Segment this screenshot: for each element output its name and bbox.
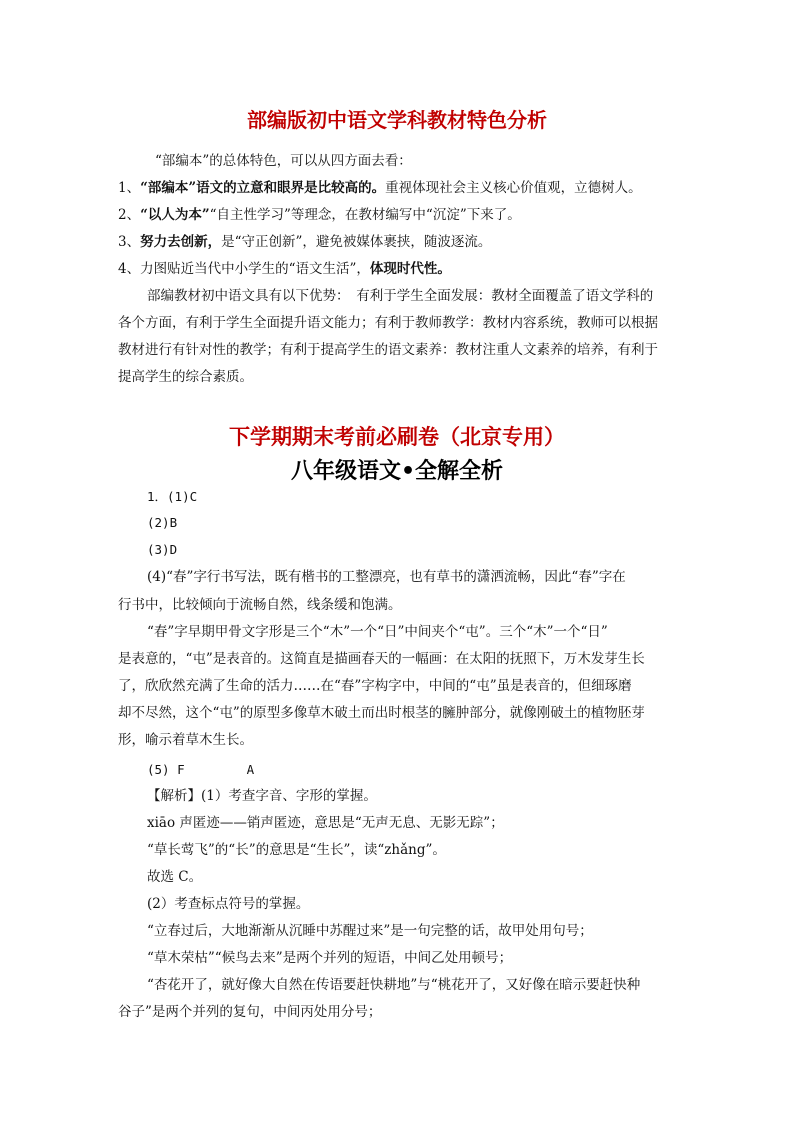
analysis-line-4: 故选 C。: [147, 869, 203, 885]
point-4-num: 4、: [118, 261, 141, 277]
q4b-line-2: 是表意的，“屯”是表音的。这简直是描画春天的一幅画：在太阳的抚照下，万木发芽生长: [118, 651, 645, 667]
advantages-line-3: 教材进行有针对性的教学；有利于提高学生的语文素养：教材注重人文素养的培养，有利于: [118, 342, 658, 358]
point-2-num: 2、: [118, 207, 141, 223]
analysis-line-3: “草长莺飞”的“长”的意思是“生长”，读“zhǎng”。: [147, 842, 446, 858]
answer-1-1: 1．(1)C: [147, 489, 198, 504]
q4-line-2: 行书中，比较倾向于流畅自然，线条缓和饱满。: [118, 597, 402, 613]
advantages-line-4: 提高学生的综合素质。: [118, 369, 253, 385]
point-3: [118, 233, 491, 251]
exam-subtitle: 八年级语文•全解全析: [290, 459, 504, 484]
intro-line: “部编本”的总体特色，可以从四方面去看：: [155, 153, 412, 169]
q4b-line-4: 却不尽然，这个“屯”的原型多像草木破土而出时根茎的臃肿部分，就像刚破土的植物胚芽: [118, 705, 645, 721]
point-1-rest: 重视体现社会主义核心价值观，立德树人。: [385, 180, 642, 196]
advantages-line-1: 部编教材初中语文具有以下优势： 有利于学生全面发展：教材全面覆盖了语文学科的: [147, 288, 654, 304]
point-1-num: 1、: [118, 180, 141, 196]
q4b-line-5: 形，喻示着草木生长。: [118, 732, 253, 748]
point-4-bold: 体现时代性。: [369, 261, 451, 277]
exam-title: 下学期期末考前必刷卷（北京专用）: [229, 425, 565, 449]
point-4: [118, 260, 451, 278]
q4b-line-3: 了，欣欣然充满了生命的活力……在“春”字构字中，中间的“屯”虽是表音的，但细琢磨: [118, 678, 632, 694]
point-3-rest: 是“守正创新”，避免被媒体裹挟，随波逐流。: [221, 234, 492, 250]
point-1-bold: “部编本”语文的立意和眼界是比较高的。: [140, 180, 386, 196]
answer-1-2: (2)B: [147, 515, 178, 530]
point-3-num: 3、: [118, 234, 141, 250]
analysis-line-5: (2）考查标点符号的掌握。: [147, 896, 310, 912]
q5-line: [147, 761, 254, 779]
point-3-bold: 努力去创新，: [140, 234, 222, 250]
point-1: [118, 179, 642, 197]
analysis-line-1: 【解析】(1）考查字音、字形的掌握。: [147, 788, 377, 804]
analysis-title: 部编版初中语文学科教材特色分析: [247, 108, 547, 132]
q4b-line-1: “春”字早期甲骨文字形是三个“木”一个“日”中间夹个“屯”。三个“木”一个“日”: [147, 624, 608, 640]
analysis-line-7: “草木荣枯”“候鸟去来”是两个并列的短语，中间乙处用顿号；: [147, 950, 513, 966]
analysis-line-2: xiāo 声匿迹——销声匿迹，意思是“无声无息、无影无踪”；: [147, 815, 504, 831]
analysis-line-6: “立春过后，大地渐渐从沉睡中苏醒过来”是一句完整的话，故甲处用句号；: [147, 923, 593, 939]
q4-line-1: (4)“春”字行书写法，既有楷书的工整漂亮，也有草书的潇洒流畅，因此“春”字在: [147, 569, 626, 585]
q5-label: (5) F: [147, 762, 185, 777]
point-2: [118, 206, 521, 224]
answer-1-3: (3)D: [147, 542, 178, 557]
analysis-line-9: 谷子”是两个并列的复句，中间丙处用分号；: [118, 1004, 382, 1020]
analysis-line-8: “杏花开了，就好像大自然在传语要赶快耕地”与“桃花开了，又好像在暗示要赶快种: [147, 977, 641, 993]
advantages-line-2: 各个方面，有利于学生全面提升语文能力；有利于教师教学：教材内容系统，教师可以根据: [118, 315, 658, 331]
q5-answer: A: [246, 762, 255, 777]
point-4-pre: 力图贴近当代中小学生的“语文生活”，: [140, 261, 370, 277]
point-2-bold: “以人为本”: [140, 207, 210, 223]
point-2-rest: “自主性学习”等理念，在教材编写中“沉淀”下来了。: [209, 207, 521, 223]
